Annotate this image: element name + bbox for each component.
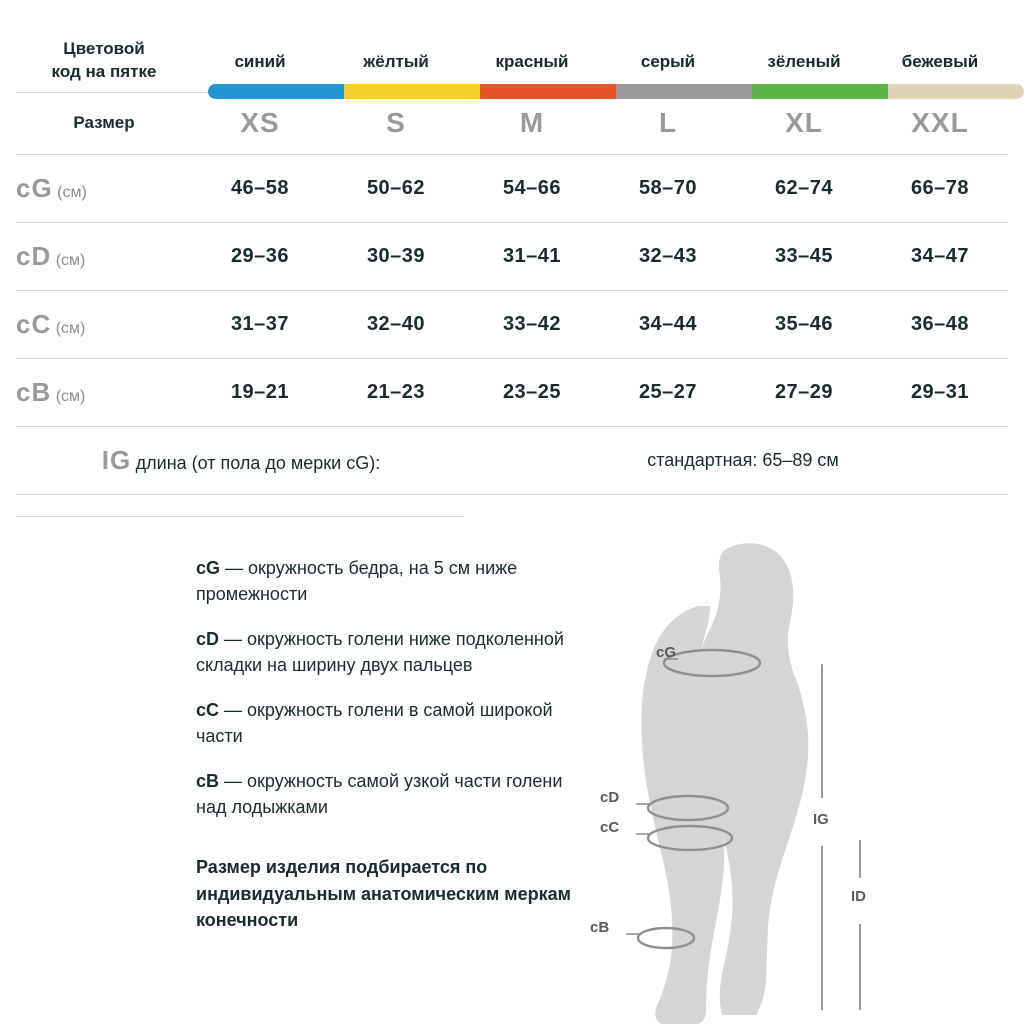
- measure-code-cd: cD: [16, 240, 52, 271]
- color-swatch-green: [752, 84, 888, 99]
- legend-block: [196, 556, 596, 953]
- cd-l: 32–43: [600, 222, 736, 290]
- color-name-xxl: бежевый: [872, 22, 1008, 92]
- color-name-m: красный: [464, 22, 600, 92]
- size-row-label: Размер: [16, 92, 192, 154]
- figure-label-ig: IG: [813, 811, 829, 828]
- measure-code-cg: cG: [16, 172, 53, 203]
- legend-text-cc: — окружность голени в самой широкой части: [196, 700, 553, 746]
- size-xs: XS: [192, 92, 328, 154]
- cc-s: 32–40: [328, 290, 464, 358]
- legend-item-cd: [196, 627, 596, 678]
- legend-note: Размер изделия подбирается по индивидуальным анатомическим меркам конечности: [196, 857, 571, 930]
- cb-xs: 19–21: [192, 358, 328, 426]
- color-swatch-grey: [616, 84, 752, 99]
- legend-item-cg: [196, 556, 596, 607]
- heel-color-bar: [208, 84, 1024, 99]
- measure-label-cg: [16, 154, 192, 222]
- figure-label-cd: cD: [600, 789, 620, 806]
- ig-code: IG: [101, 444, 132, 475]
- ig-description: длина (от пола до мерки cG):: [135, 452, 381, 473]
- cc-xxl: 36–48: [872, 290, 1008, 358]
- measure-unit-cg: (см): [57, 183, 87, 201]
- color-code-label-line1: Цветовой: [63, 38, 145, 58]
- color-swatch-blue: [208, 84, 344, 99]
- table-row-ig: [16, 426, 1008, 494]
- color-swatch-red: [480, 84, 616, 99]
- leg-diagram-svg: [560, 540, 1024, 1024]
- cb-xxl: 29–31: [872, 358, 1008, 426]
- leg-measurement-diagram: [560, 540, 1024, 1024]
- cb-s: 21–23: [328, 358, 464, 426]
- cc-l: 34–44: [600, 290, 736, 358]
- cd-xs: 29–36: [192, 222, 328, 290]
- size-table-container: [16, 22, 1008, 495]
- size-l: L: [600, 92, 736, 154]
- measure-label-cb: [16, 358, 192, 426]
- vertical-dimension-lines: [822, 664, 860, 1010]
- legend-code-cd: cD: [196, 629, 220, 650]
- color-name-l: серый: [600, 22, 736, 92]
- cb-l: 25–27: [600, 358, 736, 426]
- measure-code-cb: cB: [16, 376, 52, 407]
- cc-xs: 31–37: [192, 290, 328, 358]
- cg-s: 50–62: [328, 154, 464, 222]
- cg-m: 54–66: [464, 154, 600, 222]
- cb-xl: 27–29: [736, 358, 872, 426]
- cb-m: 23–25: [464, 358, 600, 426]
- size-s: S: [328, 92, 464, 154]
- cg-xxl: 66–78: [872, 154, 1008, 222]
- cg-xl: 62–74: [736, 154, 872, 222]
- cd-s: 30–39: [328, 222, 464, 290]
- figure-label-id: ID: [851, 888, 866, 905]
- size-m: M: [464, 92, 600, 154]
- table-row-cb: [16, 358, 1008, 426]
- table-row-cg: [16, 154, 1008, 222]
- color-name-xs: синий: [192, 22, 328, 92]
- cd-xl: 33–45: [736, 222, 872, 290]
- size-xxl: XXL: [872, 92, 1008, 154]
- measure-label-cc: [16, 290, 192, 358]
- table-row-cd: [16, 222, 1008, 290]
- measure-unit-cd: (см): [55, 251, 86, 269]
- cd-m: 31–41: [464, 222, 600, 290]
- legend-text-cb: — окружность самой узкой части голени над лодыжками: [196, 771, 563, 817]
- cc-m: 33–42: [464, 290, 600, 358]
- table-row-cc: [16, 290, 1008, 358]
- legend-code-cb: cB: [196, 771, 220, 792]
- measure-unit-cc: (см): [55, 319, 86, 337]
- figure-label-cb: cB: [590, 919, 610, 936]
- legend-text-cg: — окружность бедра, на 5 см ниже промежности: [196, 558, 518, 604]
- measure-code-cc: cC: [16, 308, 52, 339]
- table-row-sizes: [16, 92, 1008, 154]
- ig-label-cell: [16, 426, 464, 494]
- cc-xl: 35–46: [736, 290, 872, 358]
- size-xl: XL: [736, 92, 872, 154]
- legend-code-cg: cG: [196, 558, 221, 578]
- figure-label-cg: cG: [656, 644, 677, 661]
- cg-xs: 46–58: [192, 154, 328, 222]
- table-bottom-divider: [16, 516, 464, 517]
- ig-value: стандартная: 65–89 см: [464, 426, 1008, 494]
- measure-label-cd: [16, 222, 192, 290]
- color-swatch-beige: [888, 84, 1024, 99]
- cg-l: 58–70: [600, 154, 736, 222]
- color-name-xl: зёленый: [736, 22, 872, 92]
- color-name-s: жёлтый: [328, 22, 464, 92]
- body-silhouette: [641, 543, 808, 1024]
- figure-label-cc: cC: [600, 819, 620, 836]
- legend-code-cc: cC: [196, 700, 220, 721]
- legend-item-cb: [196, 769, 596, 820]
- measure-unit-cb: (см): [55, 387, 86, 405]
- cd-xxl: 34–47: [872, 222, 1008, 290]
- table-row-color-code: [16, 22, 1008, 92]
- legend-text-cd: — окружность голени ниже подколенной складки на ширину двух пальцев: [196, 629, 564, 675]
- color-code-label: [16, 22, 192, 92]
- color-swatch-yellow: [344, 84, 480, 99]
- legend-item-cc: [196, 698, 596, 749]
- color-code-label-line2: код на пятке: [51, 61, 157, 81]
